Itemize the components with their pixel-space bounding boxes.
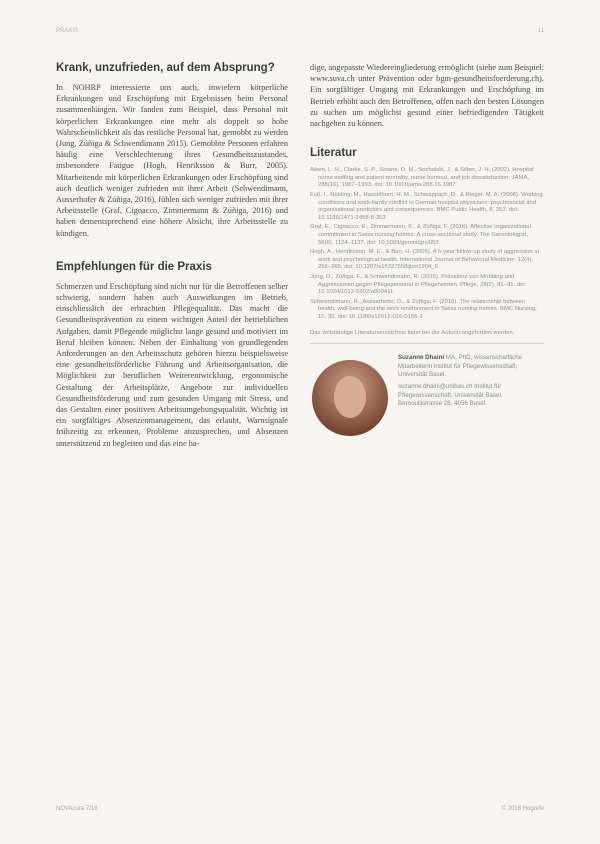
continued-text: dige, angepasste Wiedereingliederung ermöglicht (siehe zum Beispiel: www.suva.ch unter Prävention oder bgm-gesundheitsfoerderung.ch). Ein sorgfältiger Umgang mit Erkrankungen und Erschöpfung im Betrieb erhöht auch den Betroffenen, offen nach den besten Lösungen zu suchen um möglichst gesund einer befriedigenden Tätigkeit nachgehen zu können. [310, 63, 544, 129]
reference-item: Hogh, A., Henriksson, M. E., & Burr, H. (2005). A 5-year follow-up study of aggression at work and psychological health. International Journal of Behavioral Medicine, 12(4), 256–265. doi: 10.1207/s15327558ijbm1204_6 [310, 249, 540, 271]
reference-item: Jung, D., Zúñiga, F., & Schwendimann, R. (2015). Prävalenz von Mobbing und Aggressionen gegen Pflegepersonal in Pflegeheimen. Pflege, 28(2), 81–91. doi: 10.1024/1012-5302/a000411 [310, 273, 527, 296]
section-text-sick: In NOHRP interessierte uns auch, inwiefern körperliche Erkrankungen und Erschöpfung mit Ergebnissen beim Personal zusammenhängen. Wir fanden zum Beispiel, dass Personal mit körperlichen Erkrankungen eine mehr als doppelt so hohe Wahrscheinlichkeit als das restliche Personal hat, gemobbt zu werden (Jung, Zúñiga & Schwendimann 2015). Gemobbte Personen erfahren häufig eine Verschlechterung ihres Gesundheitszustandes, insbesondere Fatigue (Hogh, Henriksson & Burr, 2005). Mitarbeitende mit körperlichen Erkrankungen oder Erschöpfung sind auch deutlich weniger zufrieden mit ihrer Arbeit (Schwendimann, Ausserhofer & Zúñiga, 2016), fühlen sich weniger zufrieden mit ihrer Arbeitsstelle (Graf, Cignacco, Zimmermann & Zúñiga, 2016) und haben dementsprechend eine höhere Absicht, ihre Arbeitsstelle zu kündigen. [56, 83, 289, 238]
section-text-recommendations: Schmerzen und Erschöpfung sind nicht nur für die Betroffenen selber schwierig, sondern haben auch Auswirkungen im Betrieb, einschliesslich der erbrachten Pflegequalität. Das macht die Gesundheitsprävention zu einem wichtigen Anteil der betrieblichen Aufgaben, damit Pflegende möglichst lange gesund und motiviert im Beruf bleiben können. Neben der Einhaltung von grundlegenden Anforderungen an den Arbeitsschutz gehören hierzu beispielsweise eine gesundheitsförderliche Führung und Arbeitsorganisation, die Möglichkeit zur beruflichen Weiterentwicklung, ergonomische Gestaltung der Arbeitsplätze, Angebote zur individuellen Gesundheitsförderung und zum gesunden Umgang mit Stress, und das Gestalten einer positiven Arbeitsumgebungsqualität. Wichtig ist ein sorgfältiges Absenzenmanagement, das erlaubt, Warnsignale frühzeitig zu erkennen, Probleme anzusprechen, und Absenzen unterstützend zu begleiten und das eine ha- [56, 281, 288, 448]
footer-copyright: © 2018 Hogrefe [501, 806, 544, 812]
section-heading-recommendations: Empfehlungen für die Praxis [56, 260, 212, 273]
header-section: PRAXIS [56, 28, 79, 34]
footer-issue: NOVAcura 7/18 [56, 806, 98, 812]
page-header [56, 28, 544, 38]
divider [310, 343, 544, 344]
reference-item: Schwendimann, R., Ausserhofer, D., & Zúñiga, F. (2016). The relationship between health, well-being and the work environment in Swiss nursing homes. BMC Nursing, 15, 35. doi: 10.1186/s12912-016-0155-3 [310, 298, 537, 320]
reference-list [310, 167, 544, 321]
author-name: Suzanne Dhaini [398, 354, 446, 362]
reference-item: Graf, E., Cignacco, E., Zimmermann, K., & Zúñiga, F. (2016). Affective organizational commitment in Swiss nursing homes: A cross-sectional study. The Gerontologist, 56(6), 1124–1137. doi: 10.1093/geront/gnv053 [310, 224, 531, 246]
literature-note: Das vollständige Literaturverzeichnis kann bei der Autorin angefordert werden. [310, 329, 515, 336]
author-info [398, 354, 542, 408]
header-page-number: 11 [537, 28, 544, 34]
author-bio: MA, PhD, wissenschaftliche Mitarbeiterin Institut für Pflegewissenschaft, Universität Basel. [398, 354, 523, 378]
author-photo [312, 360, 388, 436]
right-column [310, 62, 544, 474]
page-footer [56, 806, 544, 816]
section-heading-sick: Krank, unzufrieden, auf dem Absprung? [56, 62, 275, 74]
left-column [56, 62, 288, 449]
author-contact: suzanne.dhaini@unibas.ch Institut für Pflegewissenschaft, Universität Basel, Bernoullistrasse 28, 4056 Basel. [398, 383, 503, 408]
author-box [310, 354, 544, 474]
reference-item: Aiken, L. H., Clarke, S. P., Sloane, D. M., Sochalski, J., & Silber, J. H. (2002). Hospital nurse staffing and patient mortality, nurse burnout, and job dissatisfaction. JAMA, 288(16), 1987–1993. doi: 10.1001/jama.288.16.1987 [310, 167, 534, 189]
reference-item: Fuß, I., Nübling, M., Hasselhorn, H. M., Schwappach, D., & Rieger, M. A. (2008). Working conditions and work-family conflict in German hospital physicians: psychosocial and organisational predictors and consequences. BMC Public Health, 8, 353. doi: 10.1186/1471-2458-8-353 [310, 192, 543, 221]
literature-heading: Literatur [310, 147, 357, 160]
